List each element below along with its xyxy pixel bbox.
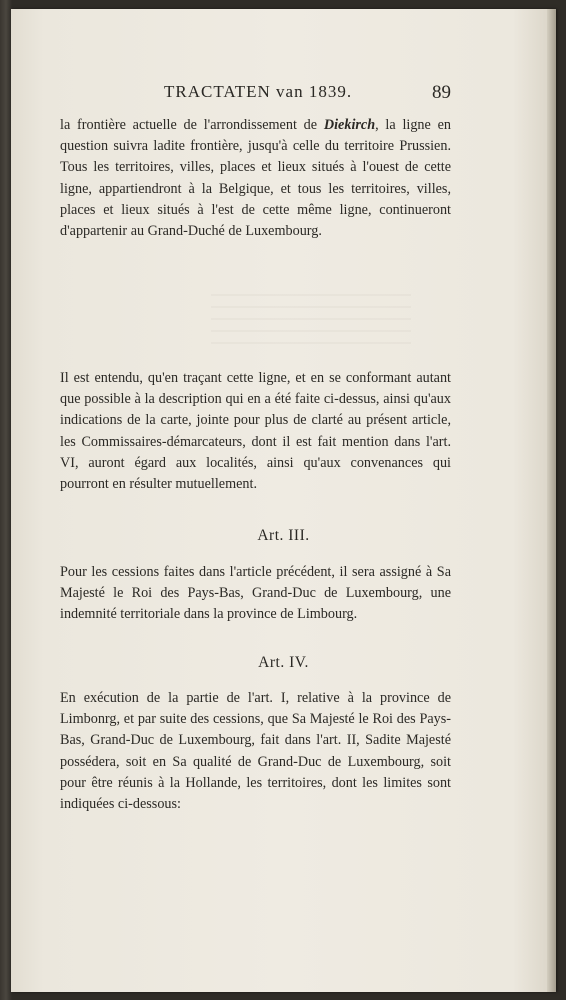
paragraph-2-block xyxy=(60,368,451,495)
page-number: 89 xyxy=(432,82,451,103)
book-page xyxy=(11,9,556,992)
page-header xyxy=(11,82,556,108)
article-3-block xyxy=(60,562,451,626)
paragraph-2: Il est entendu, qu'en traçant cette ligne, et en se conformant autant que possible à la description qui en a été faite ci-dessus, ainsi qu'aux indications de la carte, jointe pour plus de clarté au présent article, les Commissaires-démarcateurs, dont il est fait mention dans l'art. VI, auront égard aux localités, ainsi qu'aux convenances qui pourront en résulter mutuellement. xyxy=(60,370,451,493)
paragraph-1-start: la frontière actuelle de l'arrondissement de xyxy=(60,117,324,133)
article-4-text: En exécution de la partie de l'art. I, relative à la province de Limbonrg, et par suite des cessions, que Sa Majesté le Roi des Pays-Bas, Grand-Duc de Luxembourg, fait dans l'art. II, Sadite Majesté possédera, soit en Sa qualité de Grand-Duc de Luxembourg, soit pour être réunis à la Hollande, les territoires, dont les limites sont indiquées ci-dessous: xyxy=(60,690,451,813)
show-through xyxy=(211,284,411,344)
paragraph-1 xyxy=(60,115,451,242)
page-edge xyxy=(547,9,556,992)
paragraph-continued xyxy=(60,115,451,242)
article-4-heading: Art. IV. xyxy=(258,654,309,671)
place-name: Diekirch xyxy=(323,117,376,133)
article-3-heading: Art. III. xyxy=(257,527,310,544)
running-title: TRACTATEN van 1839. xyxy=(164,82,353,101)
paragraph-1-end: , la ligne en question suivra ladite frontière, jusqu'à celle du territoire Prussien. Tous les territoires, villes, places et lieux situés à l'ouest de cette ligne, appartiendront à la Belgique, et tous les territoires, villes, places et lieux situés à l'est de cette même ligne, continueront d'appartenir au Grand-Duché de Luxembourg. xyxy=(60,117,451,240)
article-3-text: Pour les cessions faites dans l'article précédent, il sera assigné à Sa Majesté le Roi des Pays-Bas, Grand-Duc de Luxembourg, une indemnité territoriale dans la province de Limbourg. xyxy=(60,564,451,623)
article-4-block xyxy=(60,688,451,815)
